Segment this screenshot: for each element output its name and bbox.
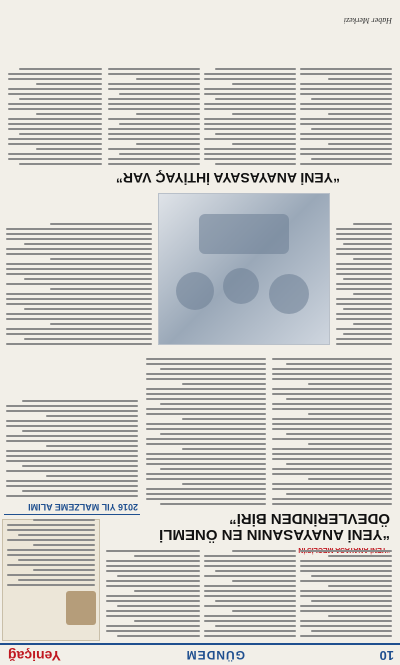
article-column bbox=[8, 65, 102, 165]
article-headline-top: “YENİ ANAYASANIN EN ÖNEMLİ ÖDEVLERİNDEN BİRİ” bbox=[159, 510, 390, 543]
notice-body bbox=[6, 397, 138, 497]
box-rule bbox=[4, 514, 140, 515]
article-headline-bottom: “YENİ ANAYASAYA İHTİYAÇ VAR” bbox=[115, 170, 340, 186]
article-column bbox=[300, 547, 392, 637]
notice-title: 2016 YIL MALZEME ALIMI bbox=[28, 502, 138, 512]
article-column bbox=[336, 220, 392, 345]
article-column bbox=[300, 65, 392, 165]
article-column bbox=[6, 220, 152, 345]
article-signature: Haber Merkezi bbox=[343, 16, 392, 25]
article-column bbox=[108, 65, 200, 165]
page-number: 10 bbox=[379, 648, 394, 663]
columnist-avatar bbox=[66, 591, 96, 625]
article-column bbox=[272, 355, 392, 505]
masthead bbox=[0, 643, 400, 665]
article-photo bbox=[158, 193, 330, 345]
article-column bbox=[204, 65, 296, 165]
article-column bbox=[146, 355, 266, 505]
brand-logo: Yeniçağ bbox=[8, 648, 61, 664]
article-column bbox=[204, 547, 296, 637]
article-column bbox=[106, 547, 200, 637]
section-title: GÜNDEM bbox=[185, 648, 245, 662]
